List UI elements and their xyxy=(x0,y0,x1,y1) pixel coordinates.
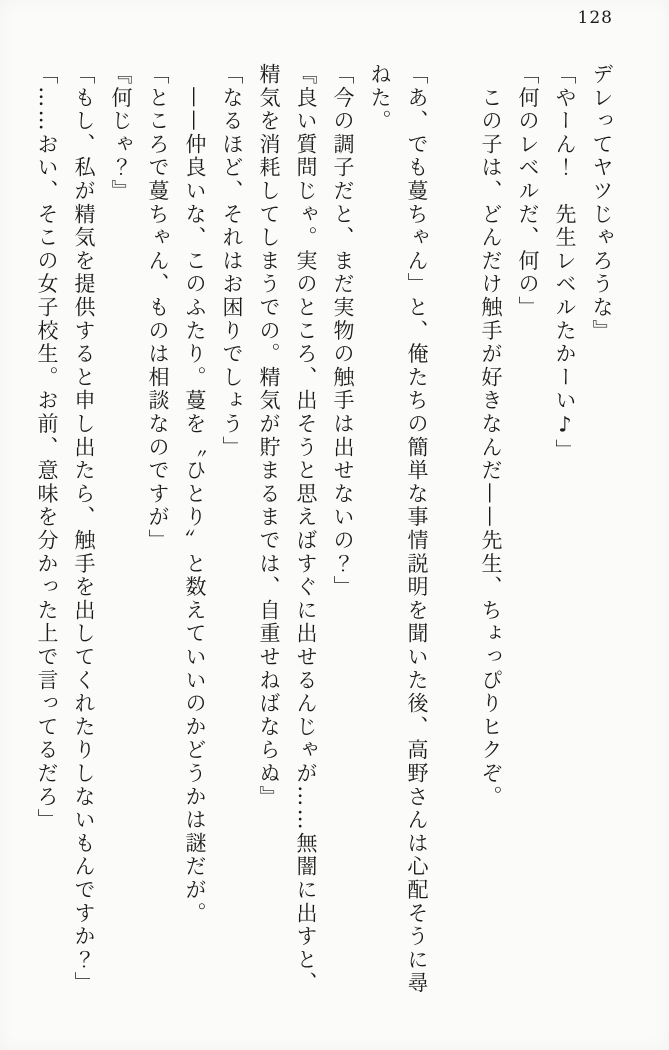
page-number: 128 xyxy=(577,8,613,28)
paragraph: デレってヤツじゃろうな』 xyxy=(590,63,614,343)
paragraph: 「……おい、そこの女子校生。お前、意味を分かった上で言ってるだろ」 xyxy=(35,63,59,832)
paragraph: ——仲良いな、このふたり。蔓を〝ひとり〟と数えていいのかどうかは謎だが。 xyxy=(183,63,207,926)
paragraph: 「やーん！ 先生レベルたかーい♪」 xyxy=(553,63,577,463)
paragraph: 「何のレベルだ、何の」 xyxy=(516,63,540,320)
paragraph: この子は、どんだけ触手が好きなんだ——先生、ちょっぴりヒクぞ。 xyxy=(479,63,503,809)
paragraph: 「ところで蔓ちゃん、ものは相談なのですが」 xyxy=(146,63,170,553)
paragraph: 「あ、でも蔓ちゃん」と、俺たちの簡単な事情説明を聞いた後、高野さんは心配そうに尋ねた。 xyxy=(368,63,429,995)
paragraph: 「なるほど、それはお困りでしょう」 xyxy=(220,63,244,460)
paragraph: 『何じゃ？』 xyxy=(109,63,133,203)
paragraph: 「もし、私が精気を提供すると申し出たら、触手を出してくれたりしないもんですか？」 xyxy=(72,63,96,995)
paragraph: 『良い質問じゃ。実のところ、出そうと思えばすぐに出せるんじゃが……無闇に出すと、精気を消耗してしまうでの。精気が貯まるまでは、自重せねばならぬ』 xyxy=(257,63,318,995)
vertical-text-block xyxy=(28,63,620,1003)
paragraph: 「今の調子だと、まだ実物の触手は出せないの？」 xyxy=(331,63,355,599)
blank-line xyxy=(435,63,472,1003)
